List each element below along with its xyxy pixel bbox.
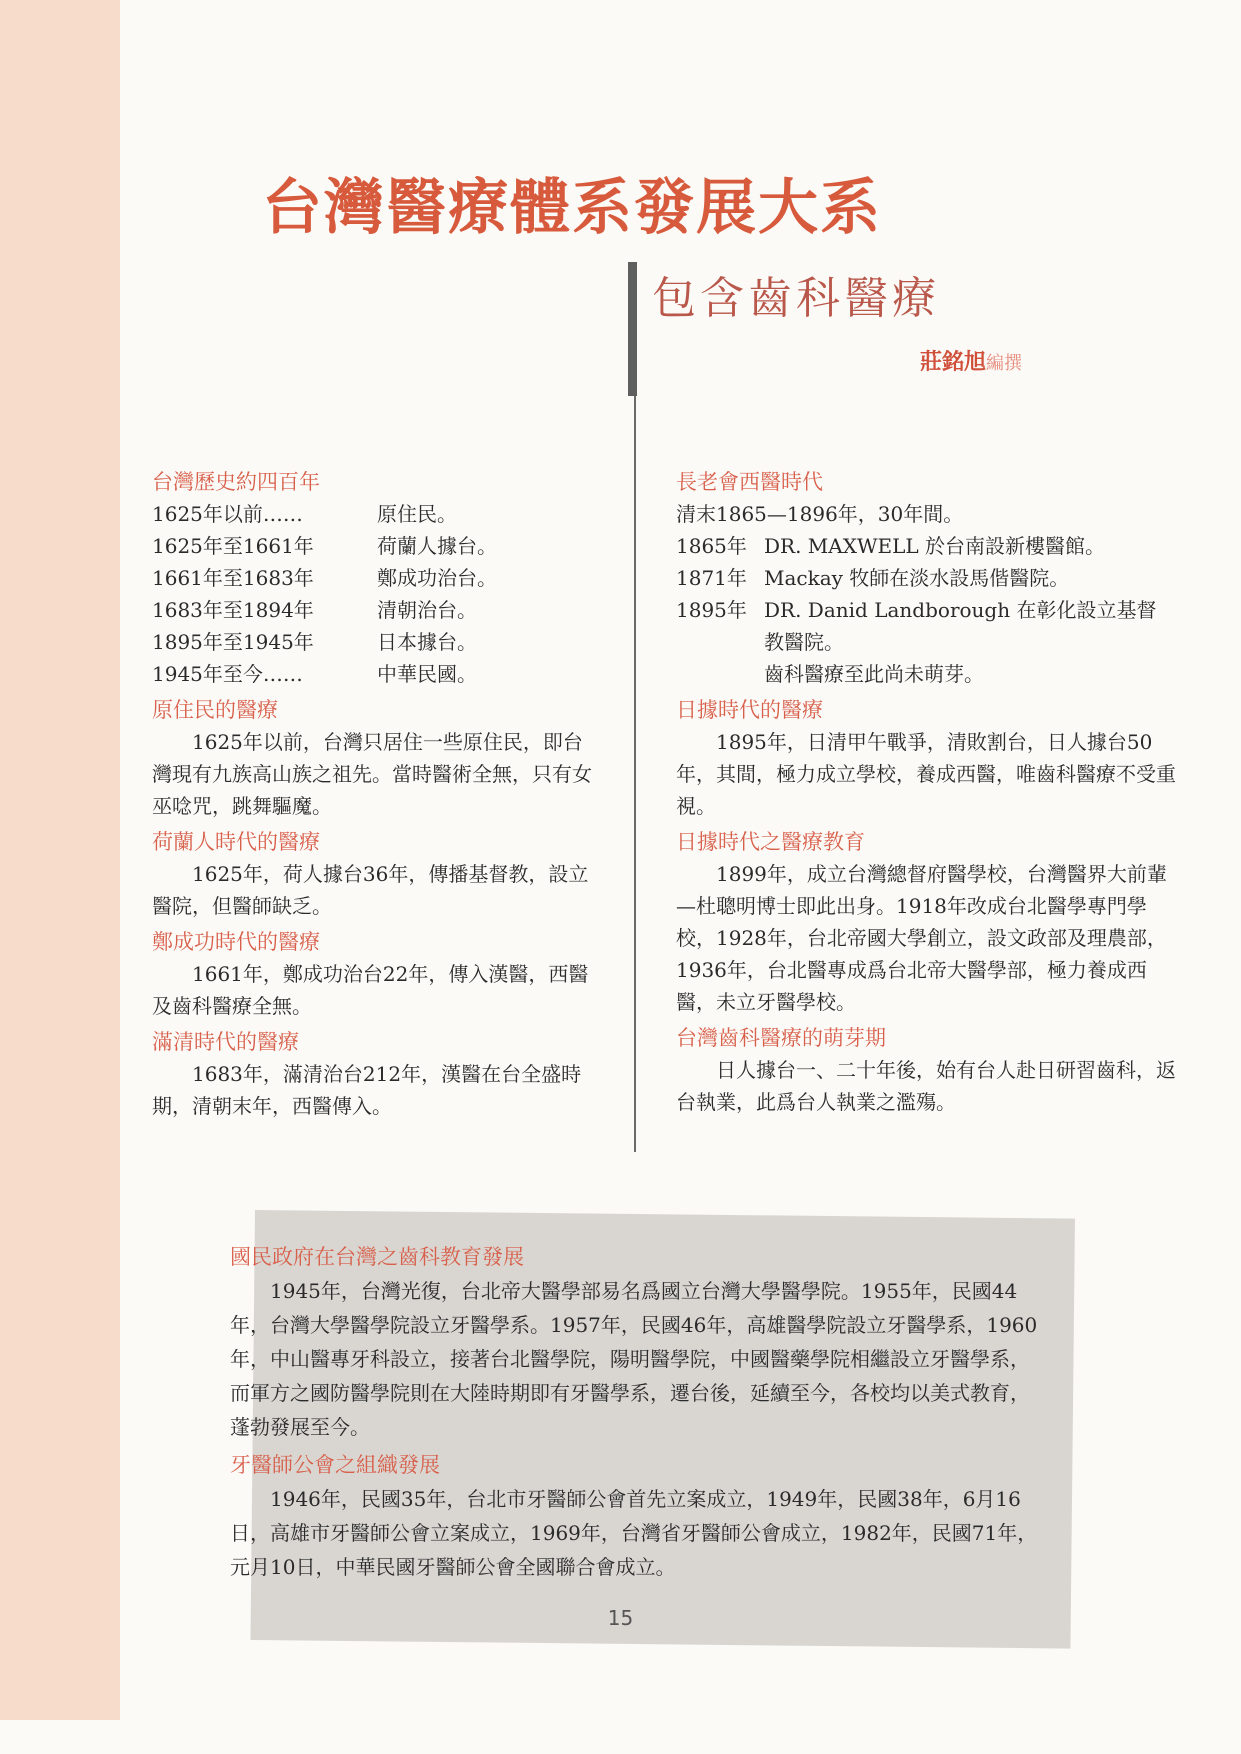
timeline-row xyxy=(152,498,592,530)
section-heading-japanese-education: 日據時代之醫療教育 xyxy=(676,830,865,854)
event-row xyxy=(676,562,1176,594)
section-heading-qing: 滿清時代的醫療 xyxy=(152,1030,299,1054)
section-heading-aboriginal: 原住民的醫療 xyxy=(152,698,278,722)
history-heading: 台灣歷史約四百年 xyxy=(152,470,320,494)
timeline-period: 1895年至1945年 xyxy=(152,630,314,654)
byline xyxy=(920,345,1022,376)
timeline-period: 1661年至1683年 xyxy=(152,566,314,590)
left-column xyxy=(152,462,592,1122)
section-heading-presbyterian: 長老會西醫時代 xyxy=(676,470,823,494)
right-column xyxy=(676,462,1176,1118)
section-text: 1683年，滿清治台212年，漢醫在台全盛時期，清朝末年，西醫傳入。 xyxy=(152,1062,582,1118)
timeline xyxy=(152,498,592,690)
timeline-period: 1625年以前…… xyxy=(152,502,303,526)
event-text: DR. Danid Landborough 在彰化設立基督教醫院。 xyxy=(764,598,1157,654)
event-text: DR. MAXWELL 於台南設新樓醫館。 xyxy=(764,534,1106,558)
page-title: 台灣醫療體系發展大系 xyxy=(262,173,882,243)
author-name: 莊銘旭 xyxy=(920,350,987,375)
section-text: 1895年，日清甲午戰爭，清敗割台，日人據台50年，其間，極力成立學校，養成西醫，唯齒科醫療不受重視。 xyxy=(676,730,1176,818)
section-text: 1946年，民國35年，台北市牙醫師公會首先立案成立，1949年，民國38年，6月16日，高雄市牙醫師公會立案成立，1969年，台灣省牙醫師公會成立，1982年，民國71年，元月10日，中華民國牙醫師公會全國聯合會成立。 xyxy=(230,1487,1038,1579)
event-row xyxy=(676,530,1176,562)
page-subtitle: 包含齒科醫療 xyxy=(652,273,940,324)
timeline-period: 1683年至1894年 xyxy=(152,598,314,622)
timeline-row xyxy=(152,530,592,562)
timeline-period: 1945年至今…… xyxy=(152,662,303,686)
section-heading-koxinga: 鄭成功時代的醫療 xyxy=(152,930,320,954)
presbyterian-intro: 清末1865—1896年，30年間。 xyxy=(676,502,964,526)
timeline-row xyxy=(152,658,592,690)
timeline-period: 1625年至1661年 xyxy=(152,534,314,558)
event-year: 1865年 xyxy=(676,534,747,558)
subtitle-rule xyxy=(628,262,637,396)
decorative-side-bar xyxy=(0,0,120,1720)
section-heading-dental-origin: 台灣齒科醫療的萌芽期 xyxy=(676,1026,886,1050)
presbyterian-note: 齒科醫療至此尚未萌芽。 xyxy=(764,662,984,686)
section-text: 日人據台一、二十年後，始有台人赴日研習齒科，返台執業，此爲台人執業之濫殤。 xyxy=(676,1058,1176,1114)
bottom-section xyxy=(230,1236,1040,1584)
section-heading-dental-education: 國民政府在台灣之齒科教育發展 xyxy=(230,1245,524,1269)
timeline-row xyxy=(152,594,592,626)
event-row xyxy=(676,594,1176,658)
event-year: 1871年 xyxy=(676,566,747,590)
section-text: 1625年以前，台灣只居住一些原住民，即台灣現有九族高山族之祖先。當時醫術全無，只有女巫唸咒，跳舞驅魔。 xyxy=(152,730,592,818)
timeline-event: 荷蘭人據台。 xyxy=(377,534,497,558)
event-year: 1895年 xyxy=(676,598,747,622)
column-divider xyxy=(634,396,636,1152)
timeline-event: 中華民國。 xyxy=(377,662,477,686)
section-heading-japanese: 日據時代的醫療 xyxy=(676,698,823,722)
timeline-event: 清朝治台。 xyxy=(377,598,477,622)
timeline-event: 鄭成功治台。 xyxy=(377,566,497,590)
timeline-event: 日本據台。 xyxy=(377,630,477,654)
event-text: Mackay 牧師在淡水設馬偕醫院。 xyxy=(764,566,1070,590)
author-role: 編撰 xyxy=(986,353,1023,374)
section-text: 1945年，台灣光復，台北帝大醫學部易名爲國立台灣大學醫學院。1955年，民國44年，台灣大學醫學院設立牙醫學系。1957年，民國46年，高雄醫學院設立牙醫學系，1960年，中山醫專牙科設立，接著台北醫學院，陽明醫學院，中國醫藥學院相繼設立牙醫學系，而軍方之國防醫學院則在大陸時期即有牙醫學系，遷台後，延續至今，各校均以美式教育，蓬勃發展至今。 xyxy=(230,1279,1038,1439)
section-heading-dental-association: 牙醫師公會之組織發展 xyxy=(230,1453,440,1477)
section-text: 1899年，成立台灣總督府醫學校，台灣醫界大前輩—杜聰明博士即此出身。1918年改成台北醫學專門學校，1928年，台北帝國大學創立，設文政部及理農部，1936年，台北醫專成爲台北帝大醫學部，極力養成西醫，未立牙醫學校。 xyxy=(676,862,1167,1014)
timeline-row xyxy=(152,562,592,594)
section-heading-dutch: 荷蘭人時代的醫療 xyxy=(152,830,320,854)
timeline-event: 原住民。 xyxy=(377,502,457,526)
section-text: 1661年，鄭成功治台22年，傳入漢醫，西醫及齒科醫療全無。 xyxy=(152,962,589,1018)
section-text: 1625年，荷人據台36年，傳播基督教，設立醫院，但醫師缺乏。 xyxy=(152,862,589,918)
page-number: 15 xyxy=(607,1606,634,1630)
timeline-row xyxy=(152,626,592,658)
